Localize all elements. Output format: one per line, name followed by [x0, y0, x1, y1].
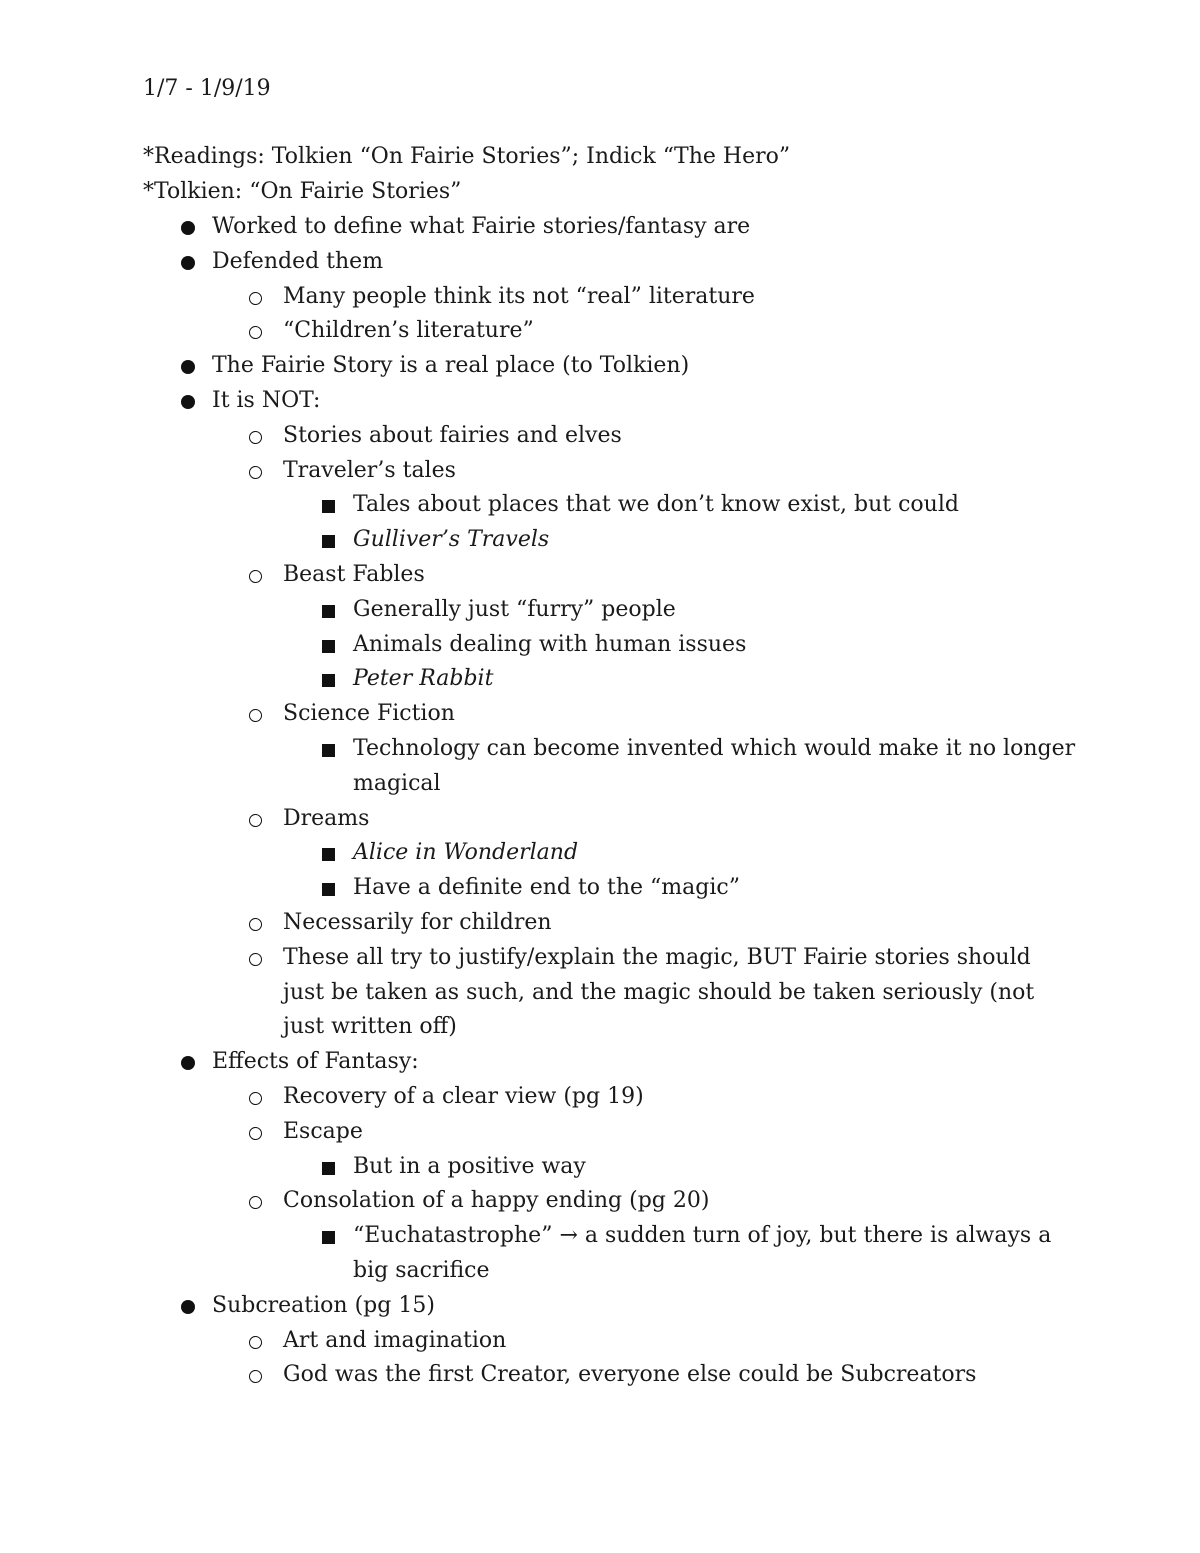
- filled-square-bullet-icon: [322, 1162, 335, 1175]
- list-item-text: Necessarily for children: [283, 909, 552, 935]
- filled-square-bullet-icon: [322, 1231, 335, 1244]
- filled-square-bullet-icon: [322, 605, 335, 618]
- list-item: [0, 906, 1073, 941]
- filled-square-bullet-icon: [322, 883, 335, 896]
- hollow-circle-bullet-icon: [249, 918, 262, 931]
- filled-square-bullet-icon: [322, 674, 335, 687]
- hollow-circle-bullet-icon: [249, 953, 262, 966]
- list-item-text: It is NOT:: [212, 387, 321, 413]
- list-item: [0, 802, 1073, 837]
- topic-heading: *Tolkien: “On Fairie Stories”: [143, 179, 462, 204]
- filled-square-bullet-icon: [322, 500, 335, 513]
- list-item: [0, 941, 1073, 1045]
- filled-circle-bullet-icon: [181, 256, 195, 270]
- list-item: [0, 1289, 1072, 1324]
- hollow-circle-bullet-icon: [249, 326, 262, 339]
- list-item-text: Subcreation (pg 15): [212, 1292, 435, 1318]
- list-item: [0, 1219, 1083, 1289]
- list-item: [0, 628, 1083, 663]
- list-item: [0, 245, 1072, 280]
- list-item-text: Consolation of a happy ending (pg 20): [283, 1188, 710, 1214]
- list-item: [0, 1184, 1073, 1219]
- note-date: 1/7 - 1/9/19: [143, 76, 271, 101]
- filled-square-bullet-icon: [322, 744, 335, 757]
- list-item: [0, 210, 1072, 245]
- list-item-text: But in a positive way: [353, 1153, 586, 1179]
- list-item-text: Dreams: [283, 805, 370, 831]
- list-item-text: Animals dealing with human issues: [353, 631, 747, 657]
- list-item: [0, 558, 1073, 593]
- list-item-text: Technology can become invented which would make it no longer magical: [353, 735, 1076, 796]
- hollow-circle-bullet-icon: [249, 1336, 262, 1349]
- list-item: [0, 1115, 1073, 1150]
- filled-circle-bullet-icon: [181, 360, 195, 374]
- hollow-circle-bullet-icon: [249, 1370, 262, 1383]
- list-item: [0, 697, 1073, 732]
- list-item-text: The Fairie Story is a real place (to Tolkien): [212, 353, 690, 379]
- list-item-text: These all try to justify/explain the magic, BUT Fairie stories should just be taken as such, and the magic should be taken seriously (not just written off): [283, 944, 1035, 1040]
- filled-circle-bullet-icon: [181, 221, 195, 235]
- list-item: [0, 314, 1073, 349]
- list-item: [0, 419, 1073, 454]
- notes-outline: [0, 210, 1200, 1393]
- hollow-circle-bullet-icon: [249, 570, 262, 583]
- hollow-circle-bullet-icon: [249, 814, 262, 827]
- list-item-text: “Children’s literature”: [283, 318, 534, 344]
- list-item: [0, 1324, 1073, 1359]
- list-item-text: Worked to define what Fairie stories/fantasy are: [212, 214, 751, 239]
- list-item-text: “Euchatastrophe” → a sudden turn of joy, but there is always a big sacrifice: [353, 1223, 1052, 1283]
- hollow-circle-bullet-icon: [249, 1092, 262, 1105]
- list-item: [0, 732, 1083, 802]
- filled-square-bullet-icon: [322, 535, 335, 548]
- list-item: [0, 1045, 1072, 1080]
- hollow-circle-bullet-icon: [249, 431, 262, 444]
- list-item-text: Peter Rabbit: [353, 666, 494, 692]
- list-item: [0, 349, 1072, 384]
- hollow-circle-bullet-icon: [249, 709, 262, 722]
- list-item-text: Beast Fables: [283, 561, 425, 587]
- filled-square-bullet-icon: [322, 640, 335, 653]
- list-item: [0, 836, 1083, 871]
- filled-circle-bullet-icon: [181, 1300, 195, 1314]
- list-item: [0, 454, 1073, 489]
- list-item-text: Defended them: [212, 248, 384, 274]
- list-item-text: Art and imagination: [283, 1327, 507, 1353]
- list-item: [0, 662, 1083, 697]
- hollow-circle-bullet-icon: [249, 1196, 262, 1209]
- list-item-text: Alice in Wonderland: [353, 840, 579, 866]
- list-item: [0, 384, 1072, 419]
- list-item-text: Gulliver’s Travels: [353, 527, 550, 553]
- list-item-text: Generally just “furry” people: [353, 596, 676, 622]
- list-item-text: Science Fiction: [283, 701, 455, 727]
- list-item: [0, 1150, 1083, 1185]
- list-item: [0, 280, 1073, 315]
- list-item-text: Escape: [283, 1118, 363, 1144]
- list-item-text: God was the first Creator, everyone else could be Subcreators: [283, 1362, 977, 1388]
- list-item-text: Effects of Fantasy:: [212, 1049, 419, 1075]
- list-item: [0, 1080, 1073, 1115]
- list-item-text: Recovery of a clear view (pg 19): [283, 1083, 644, 1109]
- list-item-text: Stories about fairies and elves: [283, 422, 622, 448]
- readings-line: *Readings: Tolkien “On Fairie Stories”; Indick “The Hero”: [143, 144, 791, 169]
- list-item: [0, 871, 1083, 906]
- filled-circle-bullet-icon: [181, 1056, 195, 1070]
- list-item: [0, 593, 1083, 628]
- list-item: [0, 1358, 1073, 1393]
- hollow-circle-bullet-icon: [249, 466, 262, 479]
- list-item-text: Have a definite end to the “magic”: [353, 875, 740, 901]
- list-item-text: Many people think its not “real” literature: [283, 283, 755, 309]
- list-item-text: Tales about places that we don’t know exist, but could: [353, 492, 959, 518]
- list-item: [0, 523, 1083, 558]
- filled-circle-bullet-icon: [181, 395, 195, 409]
- list-item: [0, 488, 1083, 523]
- hollow-circle-bullet-icon: [249, 1127, 262, 1140]
- list-item-text: Traveler’s tales: [283, 457, 456, 483]
- hollow-circle-bullet-icon: [249, 292, 262, 305]
- filled-square-bullet-icon: [322, 848, 335, 861]
